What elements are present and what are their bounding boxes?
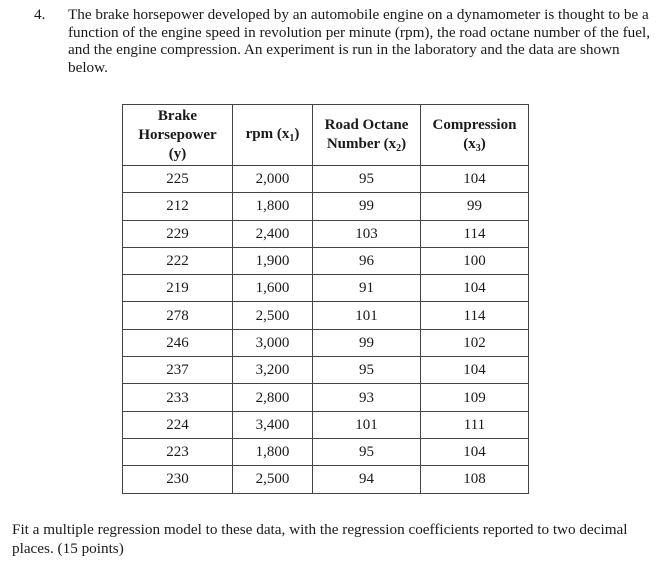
cell-horsepower: 233 [123, 384, 233, 411]
cell-octane: 99 [313, 193, 421, 220]
cell-compression: 111 [421, 411, 529, 438]
header-rpm [233, 105, 313, 166]
cell-horsepower: 278 [123, 302, 233, 329]
problem-text: The brake horsepower developed by an automobile engine on a dynamometer is thought to be a function of the engine speed in revolution per minute (rpm), the road octane number of the fuel, and the engine compression. An experiment is run in the laboratory and the data are shown below. [68, 6, 650, 76]
table-row [123, 357, 529, 384]
header-subscript: 3 [475, 142, 481, 154]
cell-compression: 104 [421, 357, 529, 384]
cell-octane: 99 [313, 329, 421, 356]
cell-rpm: 3,400 [233, 411, 313, 438]
header-line: (y) [168, 145, 187, 162]
cell-horsepower: 222 [123, 247, 233, 274]
cell-compression: 109 [421, 384, 529, 411]
cell-compression: 102 [421, 329, 529, 356]
cell-rpm: 1,800 [233, 193, 313, 220]
cell-horsepower: 223 [123, 438, 233, 465]
cell-horsepower: 212 [123, 193, 233, 220]
cell-horsepower: 230 [123, 466, 233, 493]
cell-rpm: 2,500 [233, 466, 313, 493]
table-row [123, 302, 529, 329]
header-line: Compression [432, 116, 517, 133]
instructions-text: Fit a multiple regression model to these data, with the regression coefficients reported to two decimal places. (15 points) [12, 521, 628, 557]
header-label: (x [463, 135, 476, 152]
header-label: rpm (x [245, 126, 290, 142]
cell-rpm: 2,400 [233, 220, 313, 247]
data-table [122, 104, 529, 494]
cell-octane: 93 [313, 384, 421, 411]
cell-rpm: 3,200 [233, 357, 313, 384]
cell-compression: 104 [421, 275, 529, 302]
table-row [123, 438, 529, 465]
header-subscript: 1 [289, 133, 295, 144]
cell-compression: 104 [421, 166, 529, 193]
table-row [123, 329, 529, 356]
cell-rpm: 1,800 [233, 438, 313, 465]
cell-horsepower: 229 [123, 220, 233, 247]
header-close: ) [294, 126, 300, 142]
cell-octane: 101 [313, 302, 421, 329]
header-line: Horsepower [138, 126, 217, 143]
table-row [123, 466, 529, 493]
table-row [123, 193, 529, 220]
cell-horsepower: 225 [123, 166, 233, 193]
cell-rpm: 2,800 [233, 384, 313, 411]
cell-rpm: 1,900 [233, 247, 313, 274]
cell-compression: 104 [421, 438, 529, 465]
cell-compression: 108 [421, 466, 529, 493]
cell-compression: 114 [421, 220, 529, 247]
cell-rpm: 3,000 [233, 329, 313, 356]
table-row [123, 275, 529, 302]
header-brake-horsepower [123, 105, 233, 166]
cell-horsepower: 246 [123, 329, 233, 356]
cell-rpm: 1,600 [233, 275, 313, 302]
cell-rpm: 2,500 [233, 302, 313, 329]
cell-octane: 94 [313, 466, 421, 493]
cell-horsepower: 224 [123, 411, 233, 438]
header-compression [421, 105, 529, 166]
header-close: ) [401, 135, 407, 152]
table-row [123, 411, 529, 438]
cell-horsepower: 237 [123, 357, 233, 384]
cell-horsepower: 219 [123, 275, 233, 302]
problem-statement [34, 6, 656, 76]
cell-octane: 91 [313, 275, 421, 302]
header-road-octane [313, 105, 421, 166]
cell-octane: 101 [313, 411, 421, 438]
table-row [123, 384, 529, 411]
table-row [123, 166, 529, 193]
cell-rpm: 2,000 [233, 166, 313, 193]
table-header-row [123, 105, 529, 166]
problem-number: 4. [34, 6, 46, 23]
cell-compression: 100 [421, 247, 529, 274]
cell-octane: 95 [313, 357, 421, 384]
header-line: Road Octane [324, 116, 409, 133]
header-subscript: 2 [396, 142, 402, 154]
header-line: Brake [157, 107, 198, 124]
cell-octane: 95 [313, 166, 421, 193]
header-close: ) [480, 135, 486, 152]
cell-octane: 96 [313, 247, 421, 274]
cell-compression: 114 [421, 302, 529, 329]
cell-octane: 103 [313, 220, 421, 247]
table-row [123, 220, 529, 247]
cell-compression: 99 [421, 193, 529, 220]
header-label: Number (x [326, 135, 397, 152]
cell-octane: 95 [313, 438, 421, 465]
table-row [123, 247, 529, 274]
